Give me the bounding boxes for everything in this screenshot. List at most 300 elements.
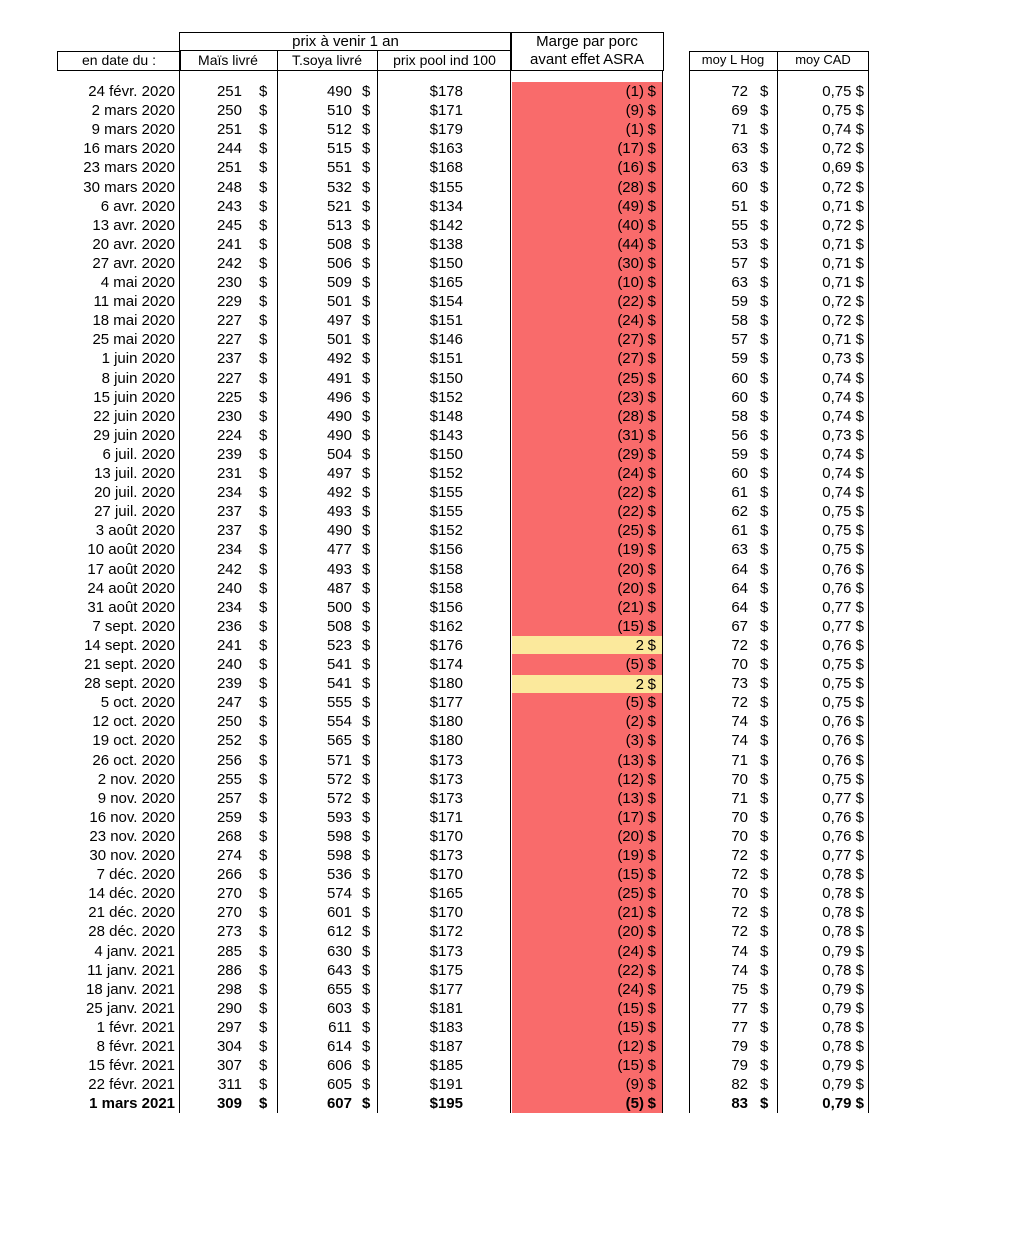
pool-cell: $191: [429, 1076, 463, 1094]
margin-cell: [512, 827, 662, 846]
currency-symbol: $: [760, 197, 769, 215]
margin-cell: [512, 598, 662, 617]
soya-cell: 501: [326, 331, 352, 349]
table-row: [0, 922, 1024, 941]
currency-symbol: $: [259, 713, 268, 731]
currency-symbol: $: [647, 465, 656, 482]
hog-cell: 63: [731, 159, 748, 177]
margin-value: (1): [625, 121, 644, 139]
pool-cell: $165: [429, 885, 463, 903]
currency-symbol: $: [647, 598, 656, 616]
currency-symbol: $: [647, 980, 656, 998]
header-hog: moy L Hog: [701, 52, 765, 67]
currency-symbol: $: [647, 999, 656, 1017]
hog-cell: 72: [731, 904, 748, 922]
cad-cell: 0,74 $: [822, 465, 864, 482]
currency-symbol: $: [760, 350, 769, 368]
soya-cell: 643: [326, 961, 352, 979]
date-cell: 25 janv. 2021: [86, 999, 175, 1017]
currency-symbol: $: [362, 312, 371, 330]
table-row: [0, 808, 1024, 827]
currency-symbol: $: [647, 216, 656, 234]
hog-cell: 53: [731, 235, 748, 253]
table-row: [0, 655, 1024, 674]
soya-cell: 541: [326, 656, 352, 673]
cad-cell: 0,77 $: [822, 598, 864, 616]
currency-symbol: $: [362, 140, 371, 158]
currency-symbol: $: [647, 560, 656, 578]
soya-cell: 601: [326, 904, 352, 922]
currency-symbol: $: [647, 656, 656, 673]
currency-symbol: $: [647, 102, 656, 120]
mais-cell: 239: [216, 445, 242, 463]
pool-cell: $152: [429, 522, 463, 540]
table-row: [0, 330, 1024, 349]
table-row: [0, 617, 1024, 636]
table-row: [0, 579, 1024, 598]
margin-cell: [512, 1018, 662, 1037]
soya-cell: 606: [326, 1057, 352, 1075]
table-row: [0, 827, 1024, 846]
margin-value: (21): [617, 598, 644, 616]
mais-cell: 236: [216, 617, 242, 635]
margin-value: (19): [617, 847, 644, 864]
currency-symbol: $: [647, 159, 656, 177]
margin-value: (24): [617, 980, 644, 998]
pool-cell: $180: [429, 675, 463, 693]
currency-symbol: $: [647, 866, 656, 884]
margin-value: (3): [625, 732, 644, 750]
margin-value: (27): [617, 331, 644, 349]
margin-value: (21): [617, 904, 644, 922]
margin-cell: [512, 1037, 662, 1056]
mais-cell: 237: [216, 350, 242, 368]
currency-symbol: $: [259, 560, 268, 578]
currency-symbol: $: [259, 407, 268, 425]
currency-symbol: $: [362, 178, 371, 196]
currency-symbol: $: [259, 923, 268, 941]
pool-cell: $178: [429, 83, 463, 100]
hog-cell: 57: [731, 331, 748, 349]
margin-cell: [512, 158, 662, 177]
cad-cell: 0,71 $: [822, 331, 864, 349]
table-row: [0, 197, 1024, 216]
hog-cell: 72: [731, 866, 748, 884]
margin-cell: [512, 579, 662, 598]
hog-cell: 60: [731, 388, 748, 406]
currency-symbol: $: [760, 636, 769, 654]
margin-value: (22): [617, 484, 644, 502]
margin-cell: [512, 999, 662, 1018]
margin-value: 2: [635, 637, 644, 655]
mais-cell: 250: [216, 713, 242, 731]
mais-cell: 227: [216, 331, 242, 349]
hog-cell: 70: [731, 770, 748, 788]
margin-value: (24): [617, 312, 644, 330]
mais-cell: 259: [216, 808, 242, 826]
soya-cell: 487: [326, 579, 352, 597]
currency-symbol: $: [259, 980, 268, 998]
table-row: [0, 483, 1024, 502]
currency-symbol: $: [259, 197, 268, 215]
mais-cell: 270: [216, 904, 242, 922]
cad-cell: 0,72 $: [822, 178, 864, 196]
margin-cell: [512, 560, 662, 579]
margin-value: (5): [625, 1095, 644, 1113]
pool-cell: $138: [429, 235, 463, 253]
header-date: en date du :: [82, 52, 156, 68]
currency-symbol: $: [647, 1038, 656, 1055]
currency-symbol: $: [362, 827, 371, 845]
margin-value: (12): [617, 770, 644, 788]
currency-symbol: $: [760, 999, 769, 1017]
mais-cell: 251: [216, 159, 242, 177]
date-cell: 13 avr. 2020: [92, 216, 175, 234]
soya-cell: 515: [326, 140, 352, 158]
currency-symbol: $: [362, 980, 371, 998]
hog-cell: 70: [731, 656, 748, 673]
currency-symbol: $: [259, 426, 268, 444]
margin-value: (23): [617, 388, 644, 406]
date-cell: 31 août 2020: [87, 598, 175, 616]
soya-cell: 504: [326, 445, 352, 463]
currency-symbol: $: [362, 923, 371, 941]
currency-symbol: $: [760, 121, 769, 139]
mais-cell: 234: [216, 484, 242, 502]
currency-symbol: $: [647, 312, 656, 330]
currency-symbol: $: [647, 83, 656, 100]
soya-cell: 555: [326, 694, 352, 712]
table-row: [0, 1075, 1024, 1094]
margin-value: (28): [617, 178, 644, 196]
margin-value: (25): [617, 369, 644, 387]
currency-symbol: $: [259, 121, 268, 139]
hog-cell: 71: [731, 789, 748, 807]
margin-cell: [512, 483, 662, 502]
soya-cell: 497: [326, 465, 352, 482]
hog-cell: 60: [731, 369, 748, 387]
soya-cell: 491: [326, 369, 352, 387]
pool-cell: $175: [429, 961, 463, 979]
cad-cell: 0,76 $: [822, 827, 864, 845]
currency-symbol: $: [647, 140, 656, 158]
pool-cell: $156: [429, 541, 463, 559]
margin-value: (16): [617, 159, 644, 177]
pool-cell: $173: [429, 751, 463, 769]
margin-cell: [512, 82, 662, 101]
currency-symbol: $: [760, 522, 769, 540]
table-row: [0, 521, 1024, 540]
currency-symbol: $: [760, 331, 769, 349]
cad-cell: 0,71 $: [822, 254, 864, 272]
margin-value: (24): [617, 942, 644, 960]
currency-symbol: $: [760, 1057, 769, 1075]
cad-cell: 0,75 $: [822, 675, 864, 693]
currency-symbol: $: [362, 636, 371, 654]
currency-symbol: $: [647, 732, 656, 750]
currency-symbol: $: [362, 579, 371, 597]
cad-cell: 0,72 $: [822, 293, 864, 311]
date-cell: 24 août 2020: [87, 579, 175, 597]
hog-cell: 77: [731, 999, 748, 1017]
currency-symbol: $: [259, 369, 268, 387]
mais-cell: 247: [216, 694, 242, 712]
margin-cell: [512, 884, 662, 903]
currency-symbol: $: [259, 274, 268, 291]
hog-cell: 70: [731, 808, 748, 826]
date-cell: 1 févr. 2021: [96, 1018, 175, 1036]
cad-cell: 0,72 $: [822, 216, 864, 234]
currency-symbol: $: [760, 656, 769, 673]
currency-symbol: $: [760, 445, 769, 463]
hog-cell: 74: [731, 961, 748, 979]
currency-symbol: $: [647, 235, 656, 253]
date-cell: 21 déc. 2020: [88, 904, 175, 922]
cad-cell: 0,72 $: [822, 140, 864, 158]
pool-cell: $176: [429, 636, 463, 654]
currency-symbol: $: [647, 484, 656, 502]
pool-cell: $146: [429, 331, 463, 349]
margin-value: (20): [617, 923, 644, 941]
pool-cell: $180: [429, 713, 463, 731]
currency-symbol: $: [362, 274, 371, 291]
cad-cell: 0,76 $: [822, 808, 864, 826]
currency-symbol: $: [647, 445, 656, 463]
currency-symbol: $: [362, 999, 371, 1017]
currency-symbol: $: [362, 407, 371, 425]
pool-cell: $165: [429, 274, 463, 291]
currency-symbol: $: [760, 1018, 769, 1036]
cad-cell: 0,75 $: [822, 770, 864, 788]
date-cell: 23 nov. 2020: [89, 827, 175, 845]
soya-cell: 611: [328, 1018, 352, 1036]
margin-value: (5): [625, 694, 644, 712]
pool-cell: $158: [429, 579, 463, 597]
currency-symbol: $: [259, 961, 268, 979]
mais-cell: 251: [216, 83, 242, 100]
hog-cell: 72: [731, 847, 748, 864]
currency-symbol: $: [760, 541, 769, 559]
currency-symbol: $: [647, 617, 656, 635]
cad-cell: 0,75 $: [822, 522, 864, 540]
margin-value: (29): [617, 445, 644, 463]
soya-cell: 551: [326, 159, 352, 177]
hog-cell: 70: [731, 827, 748, 845]
margin-value: (24): [617, 465, 644, 482]
table-row: [0, 1018, 1024, 1037]
currency-symbol: $: [760, 770, 769, 788]
soya-cell: 477: [326, 541, 352, 559]
margin-cell: [512, 922, 662, 941]
hog-cell: 59: [731, 445, 748, 463]
margin-value: (27): [617, 350, 644, 368]
currency-symbol: $: [259, 598, 268, 616]
currency-symbol: $: [760, 789, 769, 807]
hog-cell: 62: [731, 503, 748, 521]
hog-cell: 73: [731, 675, 748, 693]
soya-cell: 523: [326, 636, 352, 654]
margin-value: (22): [617, 293, 644, 311]
currency-symbol: $: [259, 694, 268, 712]
currency-symbol: $: [259, 827, 268, 845]
table-row: [0, 942, 1024, 961]
hog-cell: 74: [731, 713, 748, 731]
currency-symbol: $: [647, 923, 656, 941]
table-row: [0, 464, 1024, 483]
date-cell: 20 juil. 2020: [94, 484, 175, 502]
margin-cell: [512, 292, 662, 311]
currency-symbol: $: [760, 961, 769, 979]
margin-cell: [512, 273, 662, 292]
currency-symbol: $: [647, 789, 656, 807]
currency-symbol: $: [647, 254, 656, 272]
pool-cell: $156: [429, 598, 463, 616]
hog-cell: 72: [731, 694, 748, 712]
currency-symbol: $: [647, 1057, 656, 1075]
hog-cell: 64: [731, 579, 748, 597]
date-cell: 28 sept. 2020: [84, 675, 175, 693]
hog-cell: 67: [731, 617, 748, 635]
date-cell: 20 avr. 2020: [92, 235, 175, 253]
mais-cell: 230: [216, 274, 242, 291]
header-mais: Maïs livré: [198, 52, 258, 68]
mais-cell: 257: [216, 789, 242, 807]
mais-cell: 245: [216, 216, 242, 234]
mais-cell: 237: [216, 503, 242, 521]
margin-cell: [512, 751, 662, 770]
margin-value: (19): [617, 541, 644, 559]
soya-cell: 492: [326, 484, 352, 502]
margin-cell: [512, 617, 662, 636]
date-cell: 29 juin 2020: [93, 426, 175, 444]
soya-cell: 490: [326, 407, 352, 425]
header-cad: moy CAD: [795, 52, 851, 67]
margin-cell: [512, 178, 662, 197]
currency-symbol: $: [259, 83, 268, 100]
soya-cell: 508: [326, 617, 352, 635]
currency-symbol: $: [259, 541, 268, 559]
currency-symbol: $: [362, 484, 371, 502]
mais-cell: 273: [216, 923, 242, 941]
mais-cell: 237: [216, 522, 242, 540]
hog-cell: 82: [731, 1076, 748, 1094]
table-row: [0, 1037, 1024, 1056]
table-row: [0, 560, 1024, 579]
currency-symbol: $: [362, 522, 371, 540]
margin-cell: [512, 693, 662, 712]
cad-cell: 0,76 $: [822, 713, 864, 731]
soya-cell: 506: [326, 254, 352, 272]
currency-symbol: $: [362, 789, 371, 807]
margin-value: (15): [617, 1018, 644, 1036]
currency-symbol: $: [760, 694, 769, 712]
cad-cell: 0,76 $: [822, 751, 864, 769]
margin-cell: [512, 388, 662, 407]
currency-symbol: $: [259, 866, 268, 884]
currency-symbol: $: [259, 159, 268, 177]
pool-cell: $177: [429, 694, 463, 712]
table-row: [0, 369, 1024, 388]
currency-symbol: $: [362, 751, 371, 769]
margin-value: 2: [635, 675, 644, 693]
hog-cell: 56: [731, 426, 748, 444]
header-pool: prix pool ind 100: [393, 52, 496, 68]
date-cell: 1 juin 2020: [101, 350, 175, 368]
mais-cell: 250: [216, 102, 242, 120]
hog-cell: 77: [731, 1018, 748, 1036]
currency-symbol: $: [259, 656, 268, 673]
currency-symbol: $: [760, 312, 769, 330]
pool-cell: $154: [429, 293, 463, 311]
table-row: [0, 789, 1024, 808]
currency-symbol: $: [647, 713, 656, 731]
mais-cell: 229: [216, 293, 242, 311]
table-row: [0, 254, 1024, 273]
margin-cell: [512, 330, 662, 349]
soya-cell: 532: [326, 178, 352, 196]
currency-symbol: $: [760, 732, 769, 750]
currency-symbol: $: [362, 1076, 371, 1094]
cad-cell: 0,75 $: [822, 503, 864, 521]
soya-cell: 493: [326, 560, 352, 578]
currency-symbol: $: [362, 216, 371, 234]
header-future-prices: prix à venir 1 an: [292, 33, 399, 50]
header-soya: T.soya livré: [291, 52, 363, 68]
soya-cell: 490: [326, 83, 352, 100]
margin-value: (22): [617, 503, 644, 521]
cad-cell: 0,79 $: [822, 1076, 864, 1094]
hog-cell: 74: [731, 942, 748, 960]
pool-cell: $173: [429, 770, 463, 788]
date-cell: 22 févr. 2021: [88, 1076, 175, 1094]
pool-cell: $174: [429, 656, 463, 673]
currency-symbol: $: [647, 369, 656, 387]
cad-cell: 0,79 $: [822, 980, 864, 998]
soya-cell: 513: [326, 216, 352, 234]
currency-symbol: $: [362, 1057, 371, 1075]
currency-symbol: $: [647, 197, 656, 215]
currency-symbol: $: [259, 484, 268, 502]
margin-cell: [512, 1094, 662, 1113]
hog-cell: 51: [731, 197, 748, 215]
date-cell: 8 févr. 2021: [96, 1038, 175, 1055]
margin-value: (30): [617, 254, 644, 272]
mais-cell: 227: [216, 369, 242, 387]
soya-cell: 490: [326, 426, 352, 444]
margin-cell: [512, 675, 662, 693]
currency-symbol: $: [647, 350, 656, 368]
currency-symbol: $: [647, 1095, 656, 1113]
currency-symbol: $: [647, 885, 656, 903]
soya-cell: 571: [326, 751, 352, 769]
hog-cell: 63: [731, 274, 748, 291]
table-row: [0, 903, 1024, 922]
margin-cell: [512, 655, 662, 674]
date-cell: 16 mars 2020: [83, 140, 175, 158]
header-margin-line2: avant effet ASRA: [530, 51, 644, 68]
currency-symbol: $: [362, 942, 371, 960]
currency-symbol: $: [362, 904, 371, 922]
currency-symbol: $: [259, 312, 268, 330]
mais-cell: 285: [216, 942, 242, 960]
pool-cell: $158: [429, 560, 463, 578]
mais-cell: 224: [216, 426, 242, 444]
currency-symbol: $: [362, 770, 371, 788]
margin-cell: [512, 502, 662, 521]
pool-cell: $187: [429, 1038, 463, 1055]
table-row: [0, 311, 1024, 330]
margin-value: (2): [625, 713, 644, 731]
